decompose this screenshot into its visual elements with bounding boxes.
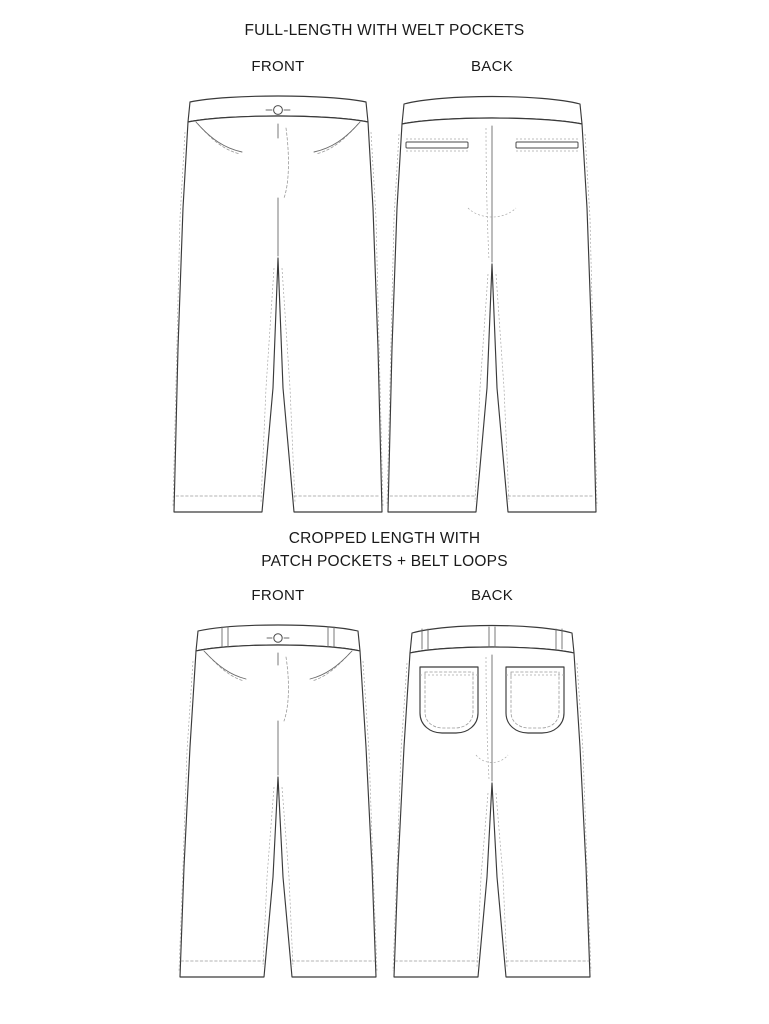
view-label-back: BACK — [470, 58, 514, 76]
front-legs — [180, 645, 376, 977]
figures-full-length — [0, 80, 769, 510]
view-label-front: FRONT — [251, 58, 305, 76]
flat-back-full-length — [382, 88, 602, 518]
back-patch-pocket-right — [506, 667, 564, 733]
front-waistband-button — [274, 634, 282, 642]
variant-title-cropped-length — [0, 528, 769, 573]
variant-title-line: CROPPED LENGTH WITH — [288, 530, 481, 548]
back-patch-pocket-left — [420, 667, 478, 733]
variant-title-full-length — [0, 20, 769, 42]
flat-front-cropped — [178, 617, 378, 997]
variant-cropped-length — [0, 510, 769, 999]
front-waistband-button — [274, 106, 283, 115]
variant-title-line: PATCH POCKETS + BELT LOOPS — [261, 552, 508, 570]
variant-title-line: FULL-LENGTH WITH WELT POCKETS — [244, 22, 525, 39]
view-label-front: FRONT — [251, 587, 305, 605]
flat-front-full-length — [168, 88, 388, 518]
front-legs — [174, 116, 382, 512]
view-labels-full-length — [0, 58, 769, 80]
view-labels-cropped-length — [0, 587, 769, 609]
variant-full-length — [0, 0, 769, 510]
view-label-back: BACK — [470, 587, 514, 605]
figures-cropped-length — [0, 609, 769, 999]
flat-back-cropped — [392, 617, 592, 997]
